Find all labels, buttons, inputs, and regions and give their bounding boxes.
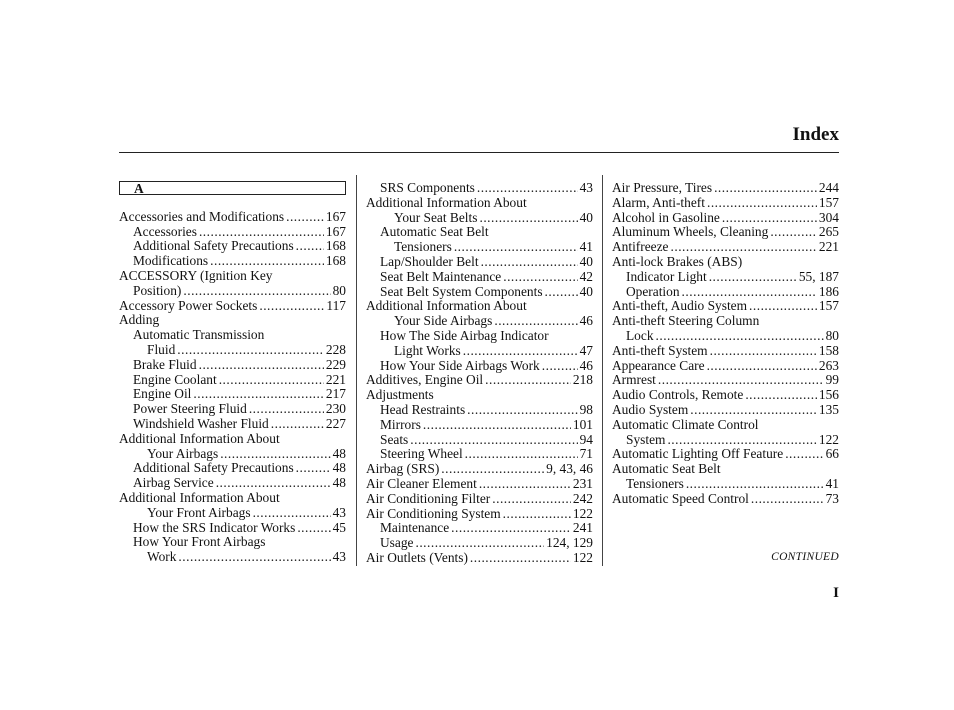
index-entry — [612, 181, 839, 196]
index-entry — [119, 210, 346, 225]
index-heading-line: Adjustments — [366, 387, 434, 403]
dot-leader — [479, 211, 577, 226]
entry-page-ref: 41 — [579, 239, 593, 255]
entry-page-ref: 135 — [818, 401, 839, 417]
entry-page-ref: 43 — [332, 549, 346, 565]
entry-term: Engine Coolant — [133, 371, 217, 387]
entry-term: Seat Belt Maintenance — [380, 268, 502, 284]
dot-leader — [454, 240, 578, 255]
dot-leader — [707, 359, 817, 374]
entry-page-ref: 71 — [579, 446, 593, 462]
dot-leader — [183, 284, 330, 299]
dot-leader — [259, 299, 324, 314]
entry-page-ref: 43 — [579, 180, 593, 195]
entry-page-ref: 231 — [572, 475, 593, 491]
index-entry — [119, 417, 346, 432]
index-entry — [612, 270, 839, 285]
entry-page-ref: 229 — [325, 356, 346, 372]
dot-leader — [479, 477, 571, 492]
index-entry — [119, 550, 346, 565]
index-entry — [612, 225, 839, 240]
index-entry — [612, 329, 839, 344]
index-entry — [366, 314, 593, 329]
index-entry — [119, 447, 346, 462]
entry-term: Windshield Washer Fluid — [133, 415, 269, 431]
entry-term: Airbag Service — [133, 475, 214, 491]
entry-term: System — [626, 431, 666, 447]
entry-term: Tensioners — [626, 475, 684, 491]
dot-leader — [220, 447, 330, 462]
dot-leader — [492, 492, 571, 507]
index-entry — [119, 358, 346, 373]
entry-page-ref: 168 — [325, 253, 346, 269]
index-entry — [366, 447, 593, 462]
dot-leader — [271, 417, 324, 432]
dot-leader — [296, 239, 324, 254]
dot-leader — [216, 476, 331, 491]
entry-term: Automatic Lighting Off Feature — [612, 446, 784, 462]
entry-page-ref: 157 — [818, 194, 839, 210]
index-entry — [612, 477, 839, 492]
index-entry — [366, 359, 593, 374]
dot-leader — [286, 210, 324, 225]
index-entry — [366, 521, 593, 536]
index-heading-line: Anti-lock Brakes (ABS) — [612, 253, 743, 269]
entry-page-ref: 186 — [818, 283, 839, 299]
dot-leader — [249, 402, 324, 417]
entry-term: Appearance Care — [612, 357, 705, 373]
index-heading-line: Additional Information About — [119, 489, 280, 505]
dot-leader — [545, 285, 578, 300]
dot-leader — [253, 506, 331, 521]
entry-term: Armrest — [612, 372, 656, 388]
entry-page-ref: 66 — [825, 446, 839, 462]
header-rule — [119, 152, 839, 153]
index-entry — [119, 299, 346, 314]
entry-page-ref: 46 — [579, 357, 593, 373]
index-entry — [366, 507, 593, 522]
entry-page-ref: 42 — [579, 268, 593, 284]
entry-page-ref: 80 — [332, 282, 346, 298]
index-entry — [612, 433, 839, 448]
index-column-1 — [119, 181, 346, 565]
entry-page-ref: 41 — [825, 475, 839, 491]
index-entry — [612, 388, 839, 403]
entry-page-ref: 221 — [818, 239, 839, 255]
dot-leader — [451, 521, 571, 536]
entry-term: Anti-theft, Audio System — [612, 298, 748, 314]
dot-leader — [485, 373, 571, 388]
entry-page-ref: 304 — [818, 209, 839, 225]
dot-leader — [542, 359, 578, 374]
entry-page-ref: 99 — [825, 372, 839, 388]
entry-page-ref: 101 — [572, 416, 593, 432]
index-entry — [119, 402, 346, 417]
index-heading-line: Automatic Seat Belt — [612, 461, 721, 477]
entry-term: Engine Oil — [133, 386, 192, 402]
entry-term: Additional Safety Precautions — [133, 460, 294, 476]
dot-leader — [770, 225, 817, 240]
index-heading-line: ACCESSORY (Ignition Key — [119, 267, 273, 283]
index-entry — [366, 344, 593, 359]
dot-leader — [710, 344, 817, 359]
dot-leader — [199, 225, 324, 240]
entry-term: Seat Belt System Components — [380, 283, 543, 299]
entry-term: Additives, Engine Oil — [366, 372, 484, 388]
entry-term: Position) — [133, 282, 182, 298]
index-entry — [612, 196, 839, 211]
index-entry — [119, 373, 346, 388]
dot-leader — [199, 358, 324, 373]
entry-term: Airbag (SRS) — [366, 461, 440, 477]
entry-term: Aluminum Wheels, Cleaning — [612, 224, 769, 240]
entry-term: Mirrors — [380, 416, 421, 432]
dot-leader — [722, 211, 817, 226]
dot-leader — [178, 550, 330, 565]
index-entry — [366, 211, 593, 226]
entry-term: Your Seat Belts — [394, 209, 478, 225]
index-entry — [119, 284, 346, 299]
entry-page-ref: 263 — [818, 357, 839, 373]
dot-leader — [785, 447, 823, 462]
section-letter-heading: A — [119, 181, 346, 195]
dot-leader — [177, 343, 324, 358]
continued-note: CONTINUED — [771, 551, 839, 563]
entry-term: Alarm, Anti-theft — [612, 194, 705, 210]
entry-term: Audio System — [612, 401, 689, 417]
index-entry — [119, 239, 346, 254]
index-entry — [612, 403, 839, 418]
entry-term: Antifreeze — [612, 239, 669, 255]
index-entry — [612, 285, 839, 300]
dot-leader — [423, 418, 571, 433]
entry-term: Maintenance — [380, 520, 450, 536]
entry-page-ref: 45 — [332, 519, 346, 535]
index-entry — [119, 343, 346, 358]
entry-page-ref: 94 — [579, 431, 593, 447]
index-column-3 — [612, 181, 839, 507]
index-entry — [366, 551, 593, 566]
dot-leader — [477, 181, 578, 196]
entry-page-ref: 244 — [818, 180, 839, 195]
entry-term: Accessories — [133, 223, 197, 239]
index-entry — [366, 418, 593, 433]
index-entry — [366, 285, 593, 300]
entry-page-ref: 80 — [825, 327, 839, 343]
dot-leader — [503, 270, 577, 285]
entry-term: Lap/Shoulder Belt — [380, 253, 479, 269]
dot-leader — [296, 461, 331, 476]
entry-term: Power Steering Fluid — [133, 401, 247, 417]
entry-page-ref: 122 — [572, 505, 593, 521]
entry-page-ref: 46 — [579, 313, 593, 329]
entry-term: Light Works — [394, 342, 461, 358]
entry-page-ref: 40 — [579, 209, 593, 225]
index-entry — [119, 387, 346, 402]
index-heading-line: How The Side Airbag Indicator — [380, 327, 549, 343]
entry-page-ref: 217 — [325, 386, 346, 402]
dot-leader — [714, 181, 817, 196]
entry-term: Air Conditioning Filter — [366, 490, 491, 506]
entry-page-ref: 227 — [325, 415, 346, 431]
index-entry — [119, 506, 346, 521]
entry-page-ref: 230 — [325, 401, 346, 417]
dot-leader — [415, 536, 544, 551]
index-entry — [612, 359, 839, 374]
entry-page-ref: 40 — [579, 253, 593, 269]
entry-page-ref: 98 — [579, 401, 593, 417]
entry-page-ref: 221 — [325, 371, 346, 387]
entry-page-ref: 228 — [325, 341, 346, 357]
index-entry — [612, 299, 839, 314]
dot-leader — [219, 373, 324, 388]
entry-term: Additional Safety Precautions — [133, 238, 294, 254]
index-entry — [612, 211, 839, 226]
entry-page-ref: 40 — [579, 283, 593, 299]
entry-page-ref: 168 — [325, 238, 346, 254]
entry-term: How Your Side Airbags Work — [380, 357, 540, 373]
entry-term: Accessory Power Sockets — [119, 297, 258, 313]
column-divider — [602, 175, 603, 566]
entry-term: Head Restraints — [380, 401, 466, 417]
index-entry — [612, 492, 839, 507]
entry-page-ref: 265 — [818, 224, 839, 240]
dot-leader — [193, 387, 324, 402]
index-entry — [366, 477, 593, 492]
entry-term: Air Cleaner Element — [366, 475, 477, 491]
dot-leader — [707, 196, 817, 211]
dot-leader — [690, 403, 817, 418]
index-entry — [366, 433, 593, 448]
index-entry — [119, 521, 346, 536]
entry-page-ref: 48 — [332, 460, 346, 476]
entry-term: Fluid — [147, 341, 176, 357]
index-entry — [119, 461, 346, 476]
index-entry — [366, 492, 593, 507]
entry-page-ref: 73 — [825, 490, 839, 506]
dot-leader — [751, 492, 824, 507]
entry-page-ref: 157 — [818, 298, 839, 314]
index-heading-line: Automatic Seat Belt — [380, 224, 489, 240]
entry-page-ref: 47 — [579, 342, 593, 358]
entry-page-ref: 117 — [326, 297, 346, 313]
dot-leader — [745, 388, 817, 403]
index-entry — [366, 403, 593, 418]
entry-term: Indicator Light — [626, 268, 707, 284]
index-heading-line: Automatic Transmission — [133, 327, 265, 343]
index-heading-line: Anti-theft Steering Column — [612, 313, 760, 329]
dot-leader — [410, 433, 577, 448]
dot-leader — [481, 255, 578, 270]
column-divider — [356, 175, 357, 566]
entry-term: SRS Components — [380, 180, 475, 195]
index-heading-line: Additional Information About — [366, 194, 527, 210]
index-entry — [119, 225, 346, 240]
entry-term: Your Front Airbags — [147, 504, 251, 520]
dot-leader — [463, 344, 578, 359]
dot-leader — [682, 285, 817, 300]
index-entry — [366, 373, 593, 388]
dot-leader — [494, 314, 577, 329]
entry-term: Usage — [380, 535, 414, 551]
dot-leader — [441, 462, 544, 477]
entry-page-ref: 158 — [818, 342, 839, 358]
index-heading-line: Additional Information About — [366, 298, 527, 314]
entry-term: Modifications — [133, 253, 209, 269]
index-entry — [366, 536, 593, 551]
entry-term: Air Outlets (Vents) — [366, 549, 468, 565]
index-column-2 — [366, 181, 593, 566]
dot-leader — [503, 507, 571, 522]
index-entry — [612, 240, 839, 255]
entry-term: How the SRS Indicator Works — [133, 519, 296, 535]
index-heading-line: How Your Front Airbags — [133, 534, 266, 550]
entry-page-ref: 122 — [572, 549, 593, 565]
dot-leader — [667, 433, 816, 448]
entry-page-ref: 241 — [572, 520, 593, 536]
index-entry — [366, 240, 593, 255]
entry-term: Steering Wheel — [380, 446, 463, 462]
entry-page-ref: 242 — [572, 490, 593, 506]
dot-leader — [467, 403, 577, 418]
dot-leader — [297, 521, 330, 536]
index-heading-line: Additional Information About — [119, 430, 280, 446]
entry-term: Alcohol in Gasoline — [612, 209, 720, 225]
entry-page-ref: 167 — [325, 208, 346, 224]
index-entry — [366, 181, 593, 196]
page-number: I — [833, 585, 839, 601]
entry-term: Your Airbags — [147, 445, 219, 461]
entry-page-ref: 48 — [332, 445, 346, 461]
entry-page-ref: 156 — [818, 387, 839, 403]
entry-page-ref: 48 — [332, 475, 346, 491]
dot-leader — [671, 240, 817, 255]
entry-term: Tensioners — [394, 239, 452, 255]
entry-term: Lock — [626, 327, 654, 343]
dot-leader — [470, 551, 571, 566]
dot-leader — [210, 254, 324, 269]
index-entry — [612, 344, 839, 359]
entry-term: Brake Fluid — [133, 356, 197, 372]
index-entry — [366, 270, 593, 285]
dot-leader — [658, 373, 824, 388]
entry-term: Air Pressure, Tires — [612, 180, 713, 195]
index-heading-line: Automatic Climate Control — [612, 416, 759, 432]
entry-term: Accessories and Modifications — [119, 208, 285, 224]
entry-term: Audio Controls, Remote — [612, 387, 744, 403]
dot-leader — [709, 270, 797, 285]
entry-term: Operation — [626, 283, 680, 299]
index-entry — [612, 447, 839, 462]
page-title: Index — [792, 124, 839, 145]
entry-term: Automatic Speed Control — [612, 490, 749, 506]
index-entry — [366, 255, 593, 270]
index-entry — [612, 373, 839, 388]
index-entry — [119, 254, 346, 269]
entry-page-ref: 167 — [325, 223, 346, 239]
index-heading-line: Adding — [119, 312, 160, 328]
dot-leader — [656, 329, 824, 344]
entry-term: Air Conditioning System — [366, 505, 501, 521]
entry-page-ref: 55, 187 — [798, 268, 839, 284]
index-entry — [119, 476, 346, 491]
entry-page-ref: 122 — [818, 431, 839, 447]
entry-term: Anti-theft System — [612, 342, 708, 358]
index-entry — [366, 462, 593, 477]
entry-page-ref: 43 — [332, 504, 346, 520]
entry-page-ref: 124, 129 — [546, 535, 593, 551]
entry-term: Your Side Airbags — [394, 313, 493, 329]
entry-page-ref: 9, 43, 46 — [546, 461, 593, 477]
entry-term: Seats — [380, 431, 409, 447]
dot-leader — [465, 447, 578, 462]
entry-term: Work — [147, 549, 177, 565]
entry-page-ref: 218 — [572, 372, 593, 388]
dot-leader — [749, 299, 817, 314]
dot-leader — [686, 477, 824, 492]
